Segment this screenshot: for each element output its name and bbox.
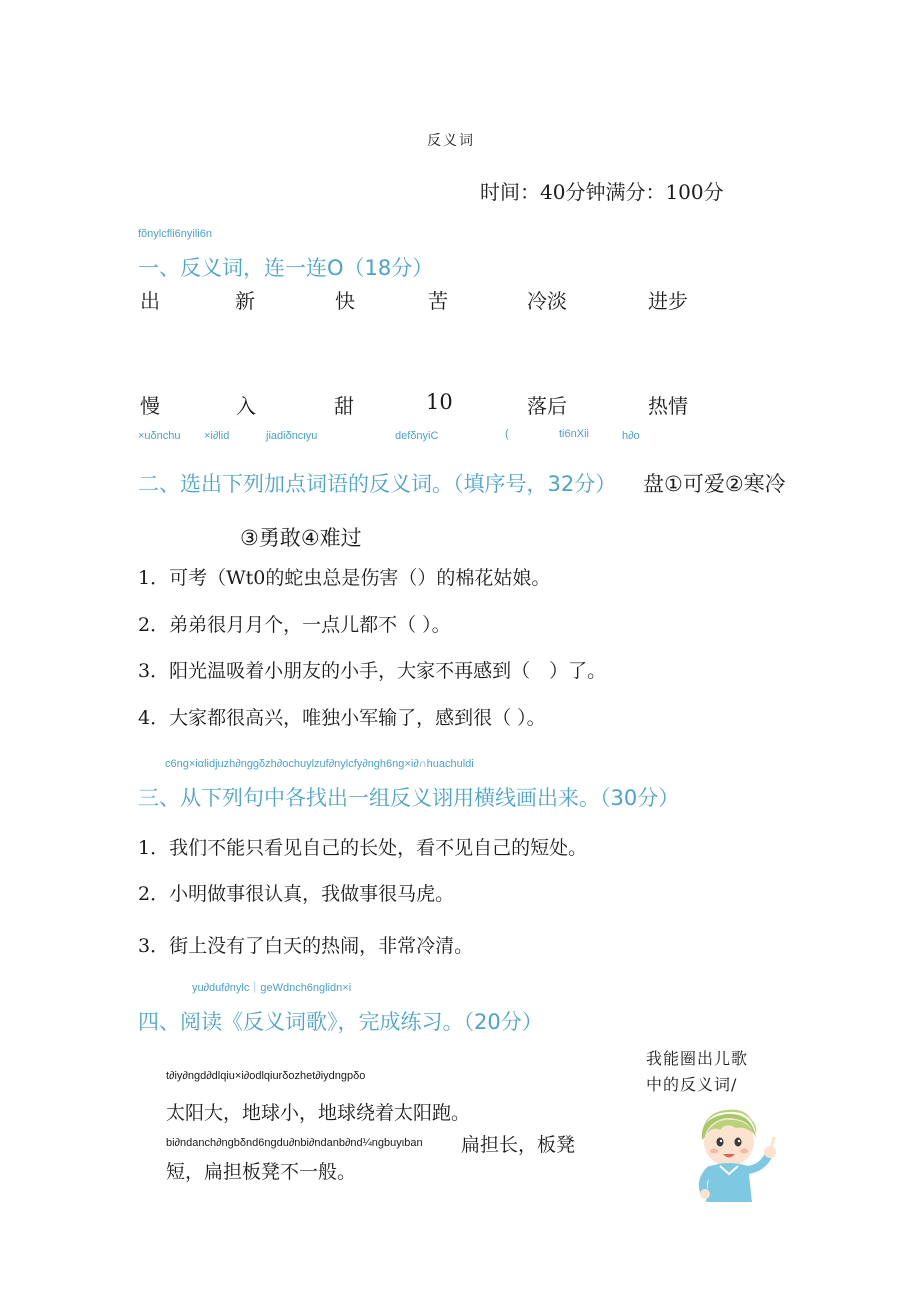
- section2-item-1: 1．可考（Wt0的蛇虫总是伤害（）的棉花姑娘。: [138, 567, 551, 589]
- section2-item-2: 2．弟弟很月月个，一点儿都不（ ）。: [138, 614, 451, 636]
- top-word-6: 进步: [648, 289, 688, 313]
- section3-item-3: 3．街上没有了白天的热闹，非常冷清。: [138, 935, 474, 957]
- section3-heading: 三、从下列句中各找出一组反义诩用横线画出来。（30分）: [138, 786, 680, 810]
- section2-pinyin-3: jiadiδncιyu: [266, 430, 318, 442]
- bottom-word-2: 入: [236, 394, 256, 418]
- bottom-word-4: 10: [426, 390, 453, 414]
- section3-pinyin: c6ng×iαlidjuzh∂nggδzh∂ochuylzuf∂nylcfy∂ngh6ng×i∂∩huachuldi: [165, 758, 474, 770]
- bottom-word-5: 落后: [527, 394, 567, 418]
- top-word-3: 快: [335, 289, 355, 313]
- section2-item-4: 4．大家都很高兴，唯独小军输了，感到很（ ）。: [138, 707, 546, 729]
- child-mascot-illustration: [686, 1104, 786, 1202]
- child-mascot-icon: [686, 1104, 786, 1202]
- top-word-2: 新: [235, 289, 255, 313]
- top-word-5: 冷淡: [527, 289, 567, 313]
- section1-pinyin: fõnylcfli6nyili6n: [138, 228, 212, 240]
- top-word-1: 出: [140, 289, 160, 313]
- bottom-word-1: 慢: [140, 394, 160, 418]
- section2-pinyin-5: (: [505, 428, 509, 440]
- poem-pinyin-2: bi∂ndanch∂ngbδnd6ngdu∂nbi∂ndanb∂nd¼ngbuyιban: [166, 1137, 423, 1149]
- section4-heading: 四、阅读《反义词歌》，完成练习。（20分）: [138, 1010, 543, 1034]
- bottom-word-3: 甜: [334, 394, 354, 418]
- section2-pinyin-6: ti6nXii: [559, 428, 589, 440]
- poem-pinyin-1: t∂iy∂ngd∂dlqiu×i∂odlqiurδozhet∂iydngpδo: [166, 1070, 366, 1082]
- bubble-line-2: 中的反义词/: [646, 1075, 738, 1094]
- bubble-line-1: 我能圈出儿歌: [646, 1049, 749, 1068]
- section2-pinyin-7: h∂o: [622, 430, 640, 442]
- section1-heading: 一、反义词，连一连O（18分）: [138, 256, 434, 280]
- section2-pinyin-1: ×uδnchu: [138, 430, 181, 442]
- time-info: 时间：40分钟满分：100分: [480, 180, 724, 204]
- section2-heading: 二、选出下列加点词语的反义词。（填序号，32分）: [138, 472, 617, 496]
- section2-options-part2: ③勇敢④难过: [240, 526, 362, 550]
- poem-line-2-tail: 扁担长，板凳: [461, 1134, 576, 1156]
- section3-item-1: 1．我们不能只看见自己的长处，看不见自己的短处。: [138, 837, 588, 859]
- section4-pinyin: yu∂duf∂nylc｜geWdnch6nglidn×i: [192, 982, 352, 994]
- poem-line-3: 短，扁担板凳不一般。: [166, 1161, 357, 1183]
- poem-line-1: 太阳大，地球小，地球绕着太阳跑。: [166, 1102, 471, 1124]
- section2-pinyin-4: defδnyiC: [395, 430, 439, 442]
- section2-options-part1: 盘①可爱②寒冷: [643, 472, 786, 496]
- bottom-word-6: 热情: [648, 394, 688, 418]
- page-title: 反义词: [427, 133, 475, 149]
- top-word-4: 苦: [428, 289, 448, 313]
- section2-item-3: 3．阳光温吸着小朋友的小手，大家不再感到（ ）了。: [138, 660, 607, 682]
- section2-pinyin-2: ×i∂lid: [204, 430, 230, 442]
- section3-item-2: 2．小明做事很认真，我做事很马虎。: [138, 883, 455, 905]
